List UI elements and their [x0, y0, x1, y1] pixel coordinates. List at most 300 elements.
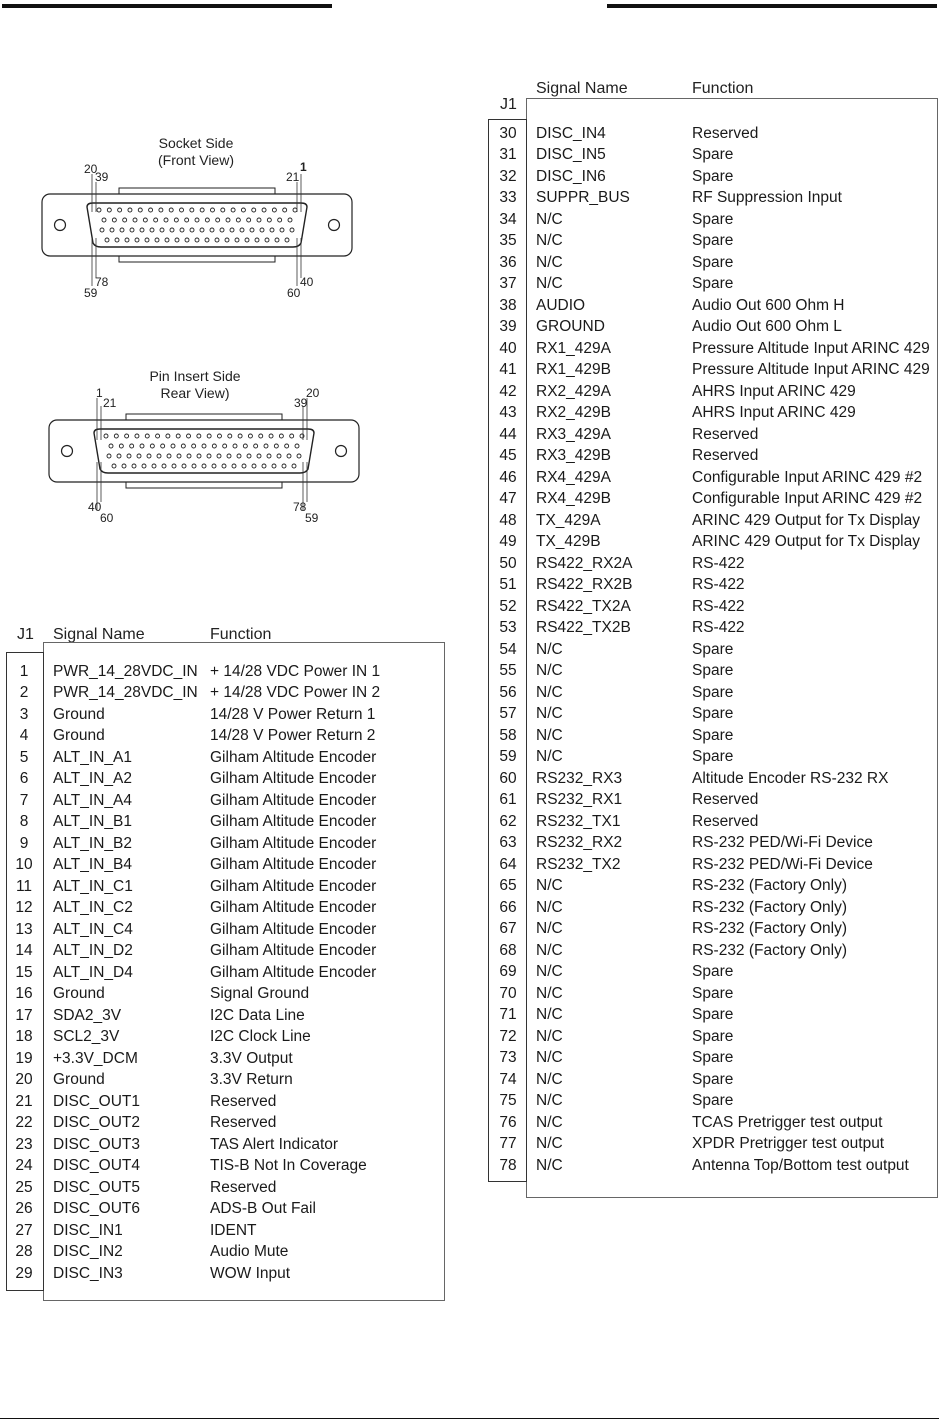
- signal-function: Gilham Altitude Encoder: [210, 899, 377, 916]
- signal-name: N/C: [536, 748, 563, 765]
- table-right-col-signal: Signal Name: [536, 80, 628, 97]
- signal-name: ALT_IN_C2: [53, 899, 133, 916]
- pin-number: 77: [499, 1135, 517, 1152]
- pin-number: 3: [19, 705, 29, 723]
- signal-name: PWR_14_28VDC_IN: [53, 662, 198, 680]
- pin-label: 78: [293, 500, 307, 514]
- signal-function: Spare: [692, 984, 734, 1002]
- signal-name: ALT_IN_A4: [53, 791, 132, 809]
- pin-number: 43: [499, 404, 517, 421]
- signal-name: N/C: [536, 1113, 563, 1131]
- signal-name: RX4_429B: [536, 490, 611, 507]
- table-row: [0, 338, 939, 360]
- pin-label: 59: [84, 286, 98, 300]
- signal-function: Spare: [692, 232, 734, 249]
- table-left-connector-label: J1: [17, 626, 34, 643]
- signal-function: RS-422: [692, 597, 745, 615]
- signal-function: Gilham Altitude Encoder: [210, 963, 377, 981]
- signal-name: PWR_14_28VDC_IN: [53, 684, 198, 701]
- signal-name: RS422_TX2A: [536, 597, 631, 615]
- signal-function: Spare: [692, 640, 734, 658]
- table-row: [0, 875, 939, 897]
- signal-function: Spare: [692, 662, 734, 679]
- table-row: [0, 510, 939, 532]
- signal-function: IDENT: [210, 1221, 257, 1239]
- table-row: [0, 166, 939, 188]
- pin-number: 25: [15, 1178, 33, 1196]
- signal-function: Gilham Altitude Encoder: [210, 920, 377, 938]
- table-row: [0, 703, 939, 725]
- pin-number: 8: [19, 813, 29, 830]
- signal-name: N/C: [536, 1049, 563, 1066]
- signal-name: Ground: [53, 985, 105, 1002]
- signal-function: RS-422: [692, 576, 745, 593]
- signal-function: Configurable Input ARINC 429 #2: [692, 468, 923, 486]
- pin-number: 10: [15, 856, 33, 873]
- signal-function: WOW Input: [210, 1264, 291, 1282]
- pin-number: 61: [499, 791, 517, 808]
- signal-name: TX_429A: [536, 511, 601, 529]
- signal-function: Pressure Altitude Input ARINC 429: [692, 361, 930, 378]
- pin-number: 42: [499, 382, 517, 400]
- pin-label: 1: [96, 386, 103, 400]
- table-row: [0, 854, 939, 876]
- signal-function: Spare: [692, 275, 734, 292]
- table-row: [0, 639, 939, 661]
- pin-number: 36: [499, 253, 517, 271]
- signal-name: N/C: [536, 963, 563, 980]
- signal-function: 14/28 V Power Return 2: [210, 727, 376, 744]
- table-row: [0, 811, 939, 833]
- signal-name: ALT_IN_B4: [53, 856, 132, 873]
- signal-name: N/C: [536, 920, 563, 937]
- signal-function: 3.3V Return: [210, 1071, 293, 1088]
- signal-name: DISC_OUT6: [53, 1200, 140, 1217]
- signal-function: Spare: [692, 683, 734, 701]
- signal-name: SCL2_3V: [53, 1028, 120, 1045]
- pin-number: 73: [499, 1049, 517, 1066]
- pin-number: 68: [499, 941, 517, 959]
- table-row: [0, 402, 939, 424]
- signal-name: SUPPR_BUS: [536, 189, 630, 206]
- front-view-subtitle: (Front View): [158, 152, 234, 168]
- signal-name: RX3_429A: [536, 425, 611, 443]
- table-row: [0, 1047, 939, 1069]
- table-row: [0, 682, 939, 704]
- pin-number: 59: [499, 748, 517, 765]
- signal-name: N/C: [536, 275, 563, 292]
- pin-label: 1: [300, 160, 307, 174]
- signal-function: RS-232 (Factory Only): [692, 920, 848, 937]
- signal-name: ALT_IN_D4: [53, 963, 133, 981]
- pin-number: 60: [499, 769, 517, 787]
- signal-function: Gilham Altitude Encoder: [210, 942, 377, 959]
- signal-name: DISC_OUT1: [53, 1092, 140, 1110]
- table-row: [0, 144, 939, 166]
- signal-name: N/C: [536, 1006, 563, 1023]
- table-row: [0, 725, 939, 747]
- pin-label: 20: [84, 162, 98, 176]
- signal-name: N/C: [536, 640, 563, 658]
- pin-number: 46: [499, 468, 517, 486]
- pin-number: 44: [499, 425, 517, 443]
- signal-function: Audio Out 600 Ohm H: [692, 296, 845, 314]
- signal-name: ALT_IN_A2: [53, 770, 132, 787]
- signal-name: Ground: [53, 705, 105, 723]
- signal-name: ALT_IN_B2: [53, 834, 132, 852]
- signal-name: N/C: [536, 984, 563, 1002]
- table-row: [0, 187, 939, 209]
- signal-function: Signal Ground: [210, 985, 310, 1002]
- pin-label: 40: [88, 500, 102, 514]
- pin-number: 14: [15, 942, 33, 959]
- table-row: [0, 961, 939, 983]
- table-row: [0, 1241, 939, 1263]
- signal-function: Reserved: [692, 812, 759, 830]
- signal-function: RF Suppression Input: [692, 189, 842, 206]
- signal-name: RX2_429B: [536, 404, 611, 421]
- pin-label: 39: [294, 396, 308, 410]
- signal-name: N/C: [536, 726, 563, 744]
- signal-function: 14/28 V Power Return 1: [210, 705, 376, 723]
- signal-function: ARINC 429 Output for Tx Display: [692, 511, 920, 529]
- pin-number: 50: [499, 554, 517, 572]
- signal-function: RS-232 (Factory Only): [692, 898, 848, 916]
- table-row: [0, 359, 939, 381]
- signal-function: Reserved: [210, 1092, 277, 1110]
- table-row: [0, 1004, 939, 1026]
- signal-function: Spare: [692, 253, 734, 271]
- signal-name: RS232_TX2: [536, 855, 621, 873]
- signal-function: Spare: [692, 963, 734, 980]
- signal-function: Spare: [692, 1006, 734, 1023]
- table-row: [0, 746, 939, 768]
- signal-name: ALT_IN_C1: [53, 877, 133, 895]
- signal-function: Altitude Encoder RS-232 RX: [692, 769, 889, 787]
- pin-number: 19: [15, 1049, 33, 1067]
- table-left-col-signal: Signal Name: [53, 626, 145, 643]
- table-row: [0, 424, 939, 446]
- pin-label: 39: [95, 170, 109, 184]
- signal-function: AHRS Input ARINC 429: [692, 404, 856, 421]
- pin-label: 60: [287, 286, 301, 300]
- table-row: [0, 617, 939, 639]
- signal-function: Spare: [692, 210, 734, 228]
- pin-number: 33: [499, 189, 517, 206]
- signal-function: Spare: [692, 167, 734, 185]
- pin-number: 28: [15, 1243, 33, 1260]
- pin-number: 45: [499, 447, 517, 464]
- table-row: [0, 295, 939, 317]
- pin-number: 26: [15, 1200, 33, 1217]
- table-row: [0, 768, 939, 790]
- table-row: [0, 918, 939, 940]
- signal-function: Pressure Altitude Input ARINC 429: [692, 339, 930, 357]
- pin-label: 40: [300, 275, 314, 289]
- signal-function: Gilham Altitude Encoder: [210, 770, 377, 787]
- pin-number: 12: [15, 899, 33, 916]
- pin-number: 64: [499, 855, 517, 873]
- table-row: [0, 574, 939, 596]
- pin-number: 76: [499, 1113, 517, 1131]
- signal-name: DISC_IN2: [53, 1243, 123, 1260]
- table-row: [0, 1069, 939, 1091]
- pin-label: 78: [95, 275, 109, 289]
- signal-function: Configurable Input ARINC 429 #2: [692, 490, 923, 507]
- signal-function: Spare: [692, 726, 734, 744]
- pin-number: 31: [499, 146, 517, 163]
- table-row: [0, 660, 939, 682]
- signal-function: Spare: [692, 705, 734, 722]
- pin-number: 23: [15, 1135, 33, 1153]
- pin-number: 67: [499, 920, 517, 937]
- signal-function: I2C Clock Line: [210, 1028, 311, 1045]
- signal-function: RS-232 PED/Wi-Fi Device: [692, 855, 873, 873]
- pin-number: 55: [499, 662, 517, 679]
- table-row: [0, 1220, 939, 1242]
- table-row: [0, 445, 939, 467]
- pin-number: 30: [499, 124, 517, 142]
- signal-function: Reserved: [692, 124, 759, 142]
- pin-number: 11: [15, 877, 33, 895]
- signal-function: Gilham Altitude Encoder: [210, 834, 377, 852]
- pin-label: 59: [305, 511, 319, 525]
- pin-number: 2: [19, 684, 29, 701]
- pin-number: 58: [499, 726, 517, 744]
- signal-function: TIS-B Not In Coverage: [210, 1157, 367, 1174]
- pin-number: 17: [15, 1006, 33, 1024]
- table-row: [0, 467, 939, 489]
- signal-function: RS-232 (Factory Only): [692, 877, 848, 894]
- pin-number: 38: [499, 296, 517, 314]
- signal-name: DISC_IN4: [536, 124, 606, 142]
- signal-name: N/C: [536, 662, 563, 679]
- signal-name: N/C: [536, 705, 563, 722]
- signal-name: Ground: [53, 1071, 105, 1088]
- signal-name: TX_429B: [536, 533, 601, 550]
- signal-name: N/C: [536, 898, 563, 916]
- pin-number: 75: [499, 1092, 517, 1109]
- signal-name: N/C: [536, 941, 563, 959]
- signal-function: Gilham Altitude Encoder: [210, 877, 377, 895]
- pin-number: 29: [15, 1264, 33, 1282]
- signal-function: Reserved: [210, 1114, 277, 1131]
- table-row: [0, 123, 939, 145]
- signal-name: N/C: [536, 210, 563, 228]
- pin-number: 32: [499, 167, 517, 185]
- signal-function: Gilham Altitude Encoder: [210, 856, 377, 873]
- table-row: [0, 252, 939, 274]
- signal-function: Spare: [692, 748, 734, 765]
- pin-number: 18: [15, 1028, 33, 1045]
- signal-function: Gilham Altitude Encoder: [210, 813, 377, 830]
- pin-label: 60: [100, 511, 114, 525]
- pin-number: 52: [499, 597, 517, 615]
- pin-number: 35: [499, 232, 517, 249]
- pin-number: 20: [15, 1071, 33, 1088]
- pin-number: 70: [499, 984, 517, 1002]
- signal-name: DISC_OUT3: [53, 1135, 140, 1153]
- signal-name: +3.3V_DCM: [53, 1049, 138, 1067]
- table-row: [0, 832, 939, 854]
- signal-name: RX1_429B: [536, 361, 611, 378]
- table-row: [0, 1155, 939, 1177]
- pin-number: 63: [499, 834, 517, 851]
- pin-number: 51: [499, 576, 517, 593]
- pin-number: 78: [499, 1156, 517, 1174]
- signal-name: DISC_IN6: [536, 167, 606, 185]
- signal-function: AHRS Input ARINC 429: [692, 382, 856, 400]
- signal-name: N/C: [536, 1135, 563, 1152]
- table-row: [0, 316, 939, 338]
- signal-name: N/C: [536, 877, 563, 894]
- signal-name: RX2_429A: [536, 382, 611, 400]
- signal-function: Audio Mute: [210, 1243, 289, 1260]
- table-row: [0, 273, 939, 295]
- table-row: [0, 230, 939, 252]
- signal-function: RS-232 PED/Wi-Fi Device: [692, 834, 873, 851]
- pin-label: 21: [103, 396, 117, 410]
- pin-number: 41: [499, 361, 517, 378]
- pin-number: 34: [499, 210, 517, 228]
- signal-name: RX4_429A: [536, 468, 611, 486]
- signal-name: N/C: [536, 1070, 563, 1088]
- signal-name: ALT_IN_B1: [53, 813, 132, 830]
- pin-number: 74: [499, 1070, 517, 1088]
- table-row: [0, 596, 939, 618]
- signal-function: I2C Data Line: [210, 1006, 305, 1024]
- signal-name: RS422_RX2B: [536, 576, 633, 593]
- signal-name: N/C: [536, 253, 563, 271]
- table-row: [0, 553, 939, 575]
- pin-number: 24: [15, 1157, 33, 1174]
- signal-function: XPDR Pretrigger test output: [692, 1135, 885, 1152]
- rear-view-title: Pin Insert Side: [149, 368, 241, 384]
- signal-function: RS-422: [692, 619, 745, 636]
- rear-view-subtitle: Rear View): [160, 385, 230, 401]
- table-right-connector-label: J1: [500, 96, 517, 113]
- signal-name: DISC_OUT4: [53, 1157, 140, 1174]
- front-view-title: Socket Side: [158, 135, 234, 151]
- table-row: [0, 1090, 939, 1112]
- table-row: [0, 1198, 939, 1220]
- pin-number: 15: [15, 963, 33, 981]
- table-right-col-function: Function: [692, 80, 754, 97]
- pin-number: 66: [499, 898, 517, 916]
- signal-function: Reserved: [692, 791, 759, 808]
- pin-number: 7: [19, 791, 29, 809]
- table-row: [0, 488, 939, 510]
- signal-name: N/C: [536, 683, 563, 701]
- signal-function: Spare: [692, 1049, 734, 1066]
- signal-function: ADS-B Out Fail: [210, 1200, 316, 1217]
- pin-label: 20: [306, 386, 320, 400]
- pin-number: 48: [499, 511, 517, 529]
- table-row: [0, 897, 939, 919]
- pin-number: 49: [499, 533, 517, 550]
- pin-number: 69: [499, 963, 517, 980]
- signal-name: RX1_429A: [536, 339, 611, 357]
- signal-name: DISC_IN1: [53, 1221, 123, 1239]
- signal-name: ALT_IN_A1: [53, 748, 132, 766]
- pin-number: 9: [19, 834, 29, 852]
- table-row: [0, 531, 939, 553]
- pin-number: 21: [15, 1092, 33, 1110]
- pin-label: 21: [286, 170, 300, 184]
- table-row: [0, 1112, 939, 1134]
- signal-name: DISC_IN5: [536, 146, 606, 163]
- pin-number: 39: [499, 318, 517, 335]
- pin-number: 1: [19, 662, 29, 680]
- pin-number: 62: [499, 812, 517, 830]
- table-row: [0, 381, 939, 403]
- pin-number: 56: [499, 683, 517, 701]
- signal-name: RS232_RX1: [536, 791, 623, 808]
- pin-number: 6: [19, 770, 29, 787]
- signal-function: Spare: [692, 1070, 734, 1088]
- signal-function: Spare: [692, 1027, 734, 1045]
- signal-function: Reserved: [692, 425, 759, 443]
- signal-name: RS232_RX2: [536, 834, 623, 851]
- signal-name: DISC_IN3: [53, 1264, 123, 1282]
- signal-function: 3.3V Output: [210, 1049, 293, 1067]
- pin-number: 13: [15, 920, 33, 938]
- pin-number: 5: [19, 748, 29, 766]
- table-row: [0, 1133, 939, 1155]
- pin-number: 22: [15, 1114, 33, 1131]
- signal-function: RS-422: [692, 554, 745, 572]
- signal-name: GROUND: [536, 318, 605, 335]
- pin-number: 4: [19, 727, 29, 744]
- signal-function: Spare: [692, 1092, 734, 1109]
- signal-function: Gilham Altitude Encoder: [210, 748, 377, 766]
- signal-function: RS-232 (Factory Only): [692, 941, 848, 959]
- signal-name: AUDIO: [536, 296, 586, 314]
- signal-name: RS422_TX2B: [536, 619, 631, 636]
- signal-name: Ground: [53, 727, 105, 744]
- pin-number: 47: [499, 490, 517, 507]
- signal-function: TAS Alert Indicator: [210, 1135, 339, 1153]
- signal-name: ALT_IN_D2: [53, 942, 133, 959]
- table-row: [0, 1263, 939, 1285]
- pin-number: 54: [499, 640, 517, 658]
- signal-function: Antenna Top/Bottom test output: [692, 1156, 909, 1174]
- signal-function: Reserved: [692, 447, 759, 464]
- pin-number: 37: [499, 275, 517, 292]
- signal-name: DISC_OUT5: [53, 1178, 140, 1196]
- table-row: [0, 940, 939, 962]
- table-row: [0, 209, 939, 231]
- signal-name: N/C: [536, 1156, 563, 1174]
- signal-function: Gilham Altitude Encoder: [210, 791, 377, 809]
- signal-function: + 14/28 VDC Power IN 1: [210, 662, 381, 680]
- signal-function: + 14/28 VDC Power IN 2: [210, 684, 381, 701]
- pin-number: 65: [499, 877, 517, 894]
- table-row: [0, 983, 939, 1005]
- signal-name: RS232_TX1: [536, 812, 621, 830]
- signal-name: RX3_429B: [536, 447, 611, 464]
- signal-name: N/C: [536, 1092, 563, 1109]
- pin-number: 71: [499, 1006, 517, 1023]
- signal-function: Spare: [692, 146, 734, 163]
- signal-name: RS232_RX3: [536, 769, 623, 787]
- signal-function: TCAS Pretrigger test output: [692, 1113, 883, 1131]
- signal-name: N/C: [536, 1027, 563, 1045]
- signal-function: ARINC 429 Output for Tx Display: [692, 533, 920, 550]
- pin-number: 16: [15, 985, 33, 1002]
- pin-number: 53: [499, 619, 517, 636]
- pin-number: 72: [499, 1027, 517, 1045]
